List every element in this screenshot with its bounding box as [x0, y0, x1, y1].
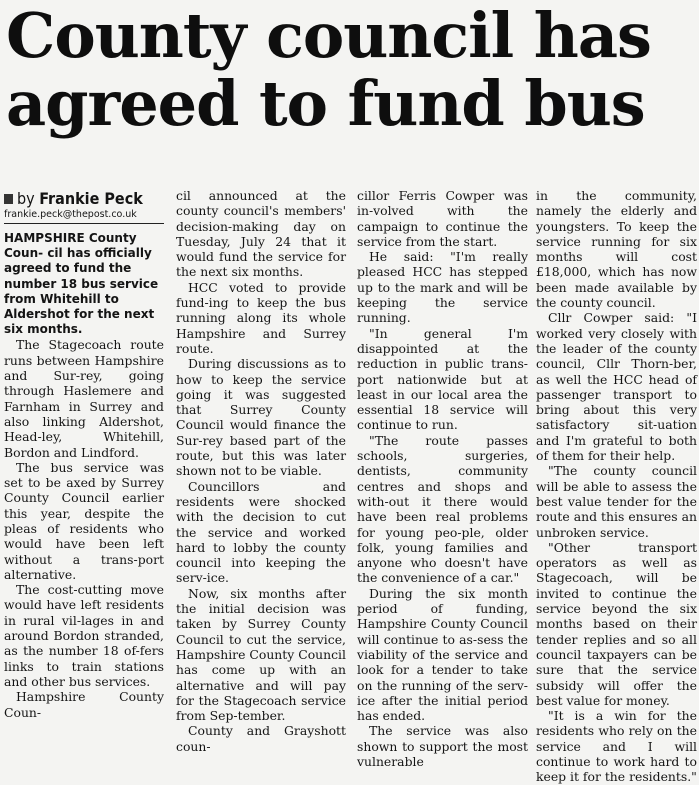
headline-line-2: agreed to fund bus — [6, 67, 645, 140]
lead-rest: cil has officially agreed to fund the number 18 bus service from Whitehill to Aldershot for the next six months. — [4, 246, 159, 337]
lead-paragraph — [4, 231, 164, 337]
author-email[interactable]: frankie.peck@thepost.co.uk — [4, 208, 164, 224]
paragraph: Hampshire County Coun- — [4, 689, 164, 720]
paragraph: During discussions as to how to keep the service going it was suggested that Surrey County Council would finance the Sur-rey based part of the route, but this was later shown not to be viable. — [176, 356, 346, 479]
paragraph: "The route passes schools, surgeries, dentists, community centres and shops and with-out it there would have been real problems for young peo-ple, older folk, young families and anyone who doesn't have the convenience of a car." — [357, 432, 528, 586]
paragraph: The service was also shown to support the most vulnerable — [357, 723, 528, 769]
paragraph-continuation: in the community, namely the elderly and youngsters. To keep the service running for six months will cost £18,000, which has now been made available by the county council. — [536, 188, 697, 311]
byline — [4, 190, 164, 208]
byline-square-icon — [4, 194, 13, 204]
paragraph: The bus service was set to be axed by Surrey County Council earlier this year, despite the pleas of residents who would have been left without a trans-port alternative. — [4, 459, 164, 582]
paragraph: During the six month period of funding, Hampshire County Council will continue to as-sess the viability of the service and look for a tender to take on the running of the serv-ice after the initial period has ended. — [357, 585, 528, 724]
paragraph: "It is a win for the residents who rely on the service and I will continue to work hard to keep it for the residents." — [536, 708, 697, 785]
headline-line-1: County council has — [6, 0, 651, 72]
paragraph-continuation: cil announced at the county council's members' decision-making day on Tuesday, July 24 that it would fund the service for the next six months. — [176, 188, 346, 280]
paragraph: The cost-cutting move would have left residents in rural vil-lages in and around Bordon stranded, as the number 18 of-fers links to train stations and other bus services. — [4, 582, 164, 689]
paragraph: "The county council will be able to assess the best value tender for the route and this ensures an unbroken service. — [536, 463, 697, 540]
paragraph: County and Grayshott coun- — [176, 723, 346, 754]
byline-author: Frankie Peck — [39, 189, 143, 208]
paragraph: "In general I'm disappointed at the reduction in public trans-port nationwide but at least in our local area the essential 18 service will continue to run. — [357, 325, 528, 433]
paragraph: Councillors and residents were shocked with the decision to cut the service and worked hard to lobby the county council into keeping the serv-ice. — [176, 478, 346, 586]
article-column-3 — [357, 188, 528, 769]
paragraph: The Stagecoach route runs between Hampshire and Sur-rey, going through Haslemere and Farnham in Surrey and also linking Aldershot, Head-ley, Whitehill, Bordon and Lindford. — [4, 337, 164, 460]
lead-caps: HAMPSHIRE County Coun- — [4, 231, 137, 261]
byline-prefix: by — [17, 189, 35, 208]
article-column-2 — [176, 188, 346, 754]
article-column-4 — [536, 188, 697, 785]
headline — [6, 2, 696, 138]
article-column-1 — [4, 189, 164, 720]
paragraph: HCC voted to provide fund-ing to keep the bus running along its whole Hampshire and Surrey route. — [176, 279, 346, 356]
paragraph: He said: "I'm really pleased HCC has stepped up to the mark and will be keeping the service running. — [357, 249, 528, 326]
paragraph: "Other transport operators as well as Stagecoach, will be invited to continue the service beyond the six months based on their tender replies and so all council taxpayers can be sure that the service subsidy will offer the best value for money. — [536, 539, 697, 708]
paragraph: Now, six months after the initial decision was taken by Surrey County Council to cut the service, Hampshire County Council has come up with an alternative and will pay for the Stagecoach service from Sep-tember. — [176, 585, 346, 724]
paragraph-continuation: cillor Ferris Cowper was in-volved with the campaign to continue the service from the start. — [357, 188, 528, 249]
paragraph: Cllr Cowper said: "I worked very closely with the leader of the county council, Cllr Thorn-ber, as well the HCC head of passenger transport to bring about this very satisfactory sit-uation and I'm grateful to both of them for their help. — [536, 310, 697, 464]
